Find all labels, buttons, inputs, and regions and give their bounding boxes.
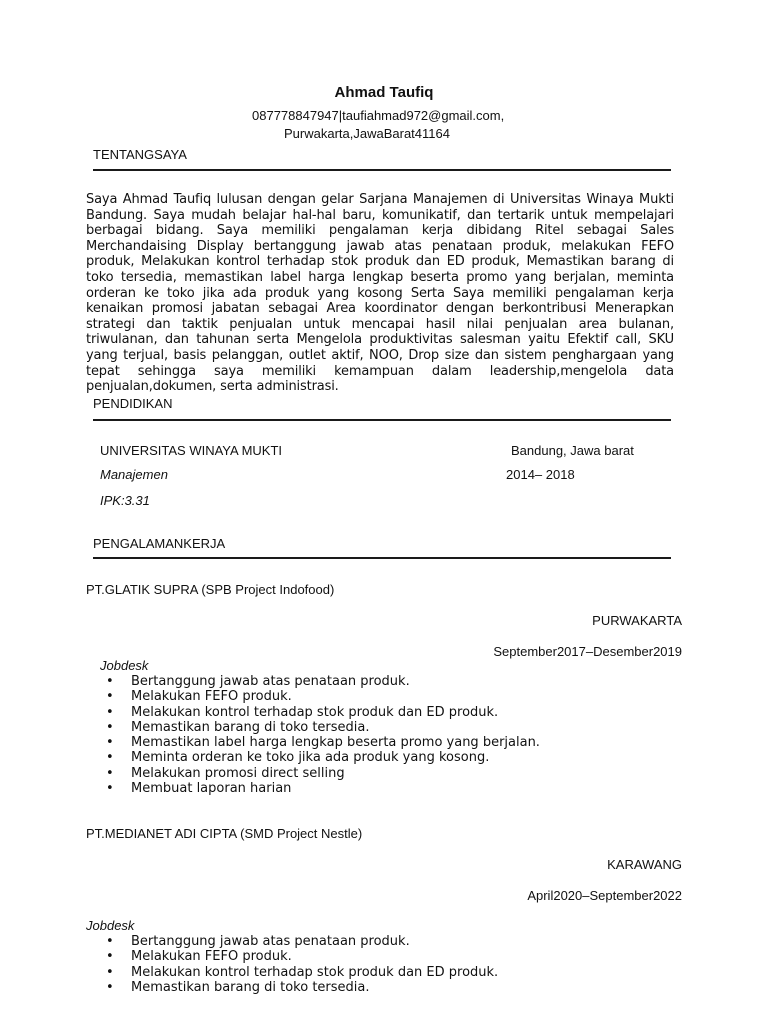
school-name: UNIVERSITAS WINAYA MUKTI bbox=[100, 443, 283, 458]
school-years: 2014– 2018 bbox=[506, 467, 575, 482]
list-item: • Melakukan FEFO produk. bbox=[106, 949, 292, 965]
section-divider bbox=[93, 169, 671, 171]
bullet-icon: • bbox=[106, 964, 114, 980]
bullet-icon: • bbox=[106, 750, 114, 766]
job-company: PT.GLATIK SUPRA (SPB Project Indofood) bbox=[86, 582, 335, 597]
list-item: • Bertanggung jawab atas penataan produk. bbox=[106, 934, 410, 949]
list-item: • Bertanggung jawab atas penataan produk. bbox=[106, 674, 410, 689]
bullet-icon: • bbox=[106, 765, 114, 781]
jobdesk-label: Jobdesk bbox=[100, 658, 149, 673]
section-divider bbox=[93, 557, 671, 559]
list-item: • Memastikan barang di toko tersedia. bbox=[106, 719, 370, 735]
school-major: Manajemen bbox=[100, 467, 168, 482]
list-item: • Memastikan label harga lengkap beserta promo yang berjalan. bbox=[106, 735, 540, 751]
bullet-icon: • bbox=[106, 704, 114, 720]
list-item: • Melakukan promosi direct selling bbox=[106, 765, 345, 781]
contact-address: Purwakarta,JawaBarat41164 bbox=[284, 126, 450, 141]
job-company: PT.MEDIANET ADI CIPTA (SMD Project Nestle) bbox=[86, 826, 363, 841]
list-item: • Memastikan barang di toko tersedia. bbox=[106, 979, 370, 995]
section-heading-experience: PENGALAMANKERJA bbox=[93, 536, 226, 551]
contact-phone-email: 087778847947|taufiahmad972@gmail.com, bbox=[252, 108, 505, 123]
candidate-name: Ahmad Taufiq bbox=[334, 84, 434, 101]
bullet-icon: • bbox=[106, 689, 114, 705]
job-city: KARAWANG bbox=[607, 857, 682, 872]
bullet-icon: • bbox=[106, 735, 114, 751]
section-divider bbox=[93, 419, 671, 421]
bullet-icon: • bbox=[106, 949, 114, 965]
list-item: • Meminta orderan ke toko jika ada produk yang kosong. bbox=[106, 750, 490, 766]
bullet-icon: • bbox=[106, 781, 114, 797]
bullet-icon: • bbox=[106, 719, 114, 735]
bullet-icon: • bbox=[106, 979, 114, 995]
school-gpa: IPK:3.31 bbox=[100, 493, 150, 508]
section-heading-about: TENTANGSAYA bbox=[93, 147, 187, 162]
job-task-list bbox=[86, 934, 498, 995]
job-task-list bbox=[86, 674, 540, 796]
school-location: Bandung, Jawa barat bbox=[511, 443, 634, 458]
job-city: PURWAKARTA bbox=[592, 613, 682, 628]
jobdesk-label: Jobdesk bbox=[86, 918, 135, 933]
bullet-icon: • bbox=[106, 934, 114, 949]
about-paragraph: Saya Ahmad Taufiq lulusan dengan gelar Sarjana Manajemen di Universitas Winaya Mukti Bandung. Saya mudah belajar hal-hal baru, komunikatif, dan tertarik untuk mempelajari berbagai bidang. Saya memiliki pengalaman kerja dibidang Ritel sebagai Sales Merchandaising Display bertanggung jawab atas penataan produk, melakukan FEFO produk, Melakukan kontrol terhadap stok produk dan ED produk, Memastikan barang di toko tersedia, memastikan label harga lengkap beserta promo yang berjalan, meminta orderan ke toko jika ada produk yang kosong Serta Saya memiliki pengalaman kerja kenaikan promosi jabatan sebagai Area koordinator dengan berkontribusi Menerapkan strategi dan taktik penjualan untuk mencapai hasil nilai penjualan area bulanan, triwulanan, dan tahunan serta Mengelola produktivitas salesman yaitu Efektif call, SKU yang terjual, basis pelanggan, outlet aktif, NOO, Drop size dan sistem penghargaan yang tepat sehingga saya memiliki kemampuan dalam leadership,mengelola data penjualan,dokumen, serta administrasi. bbox=[86, 192, 674, 395]
bullet-icon: • bbox=[106, 674, 114, 689]
list-item: • Melakukan kontrol terhadap stok produk dan ED produk. bbox=[106, 704, 499, 720]
list-item: • Melakukan FEFO produk. bbox=[106, 689, 292, 705]
list-item: • Melakukan kontrol terhadap stok produk dan ED produk. bbox=[106, 964, 499, 980]
job-period: September2017–Desember2019 bbox=[493, 644, 682, 659]
section-heading-education: PENDIDIKAN bbox=[93, 396, 173, 411]
list-item: • Membuat laporan harian bbox=[106, 781, 292, 797]
job-period: April2020–September2022 bbox=[527, 888, 682, 903]
